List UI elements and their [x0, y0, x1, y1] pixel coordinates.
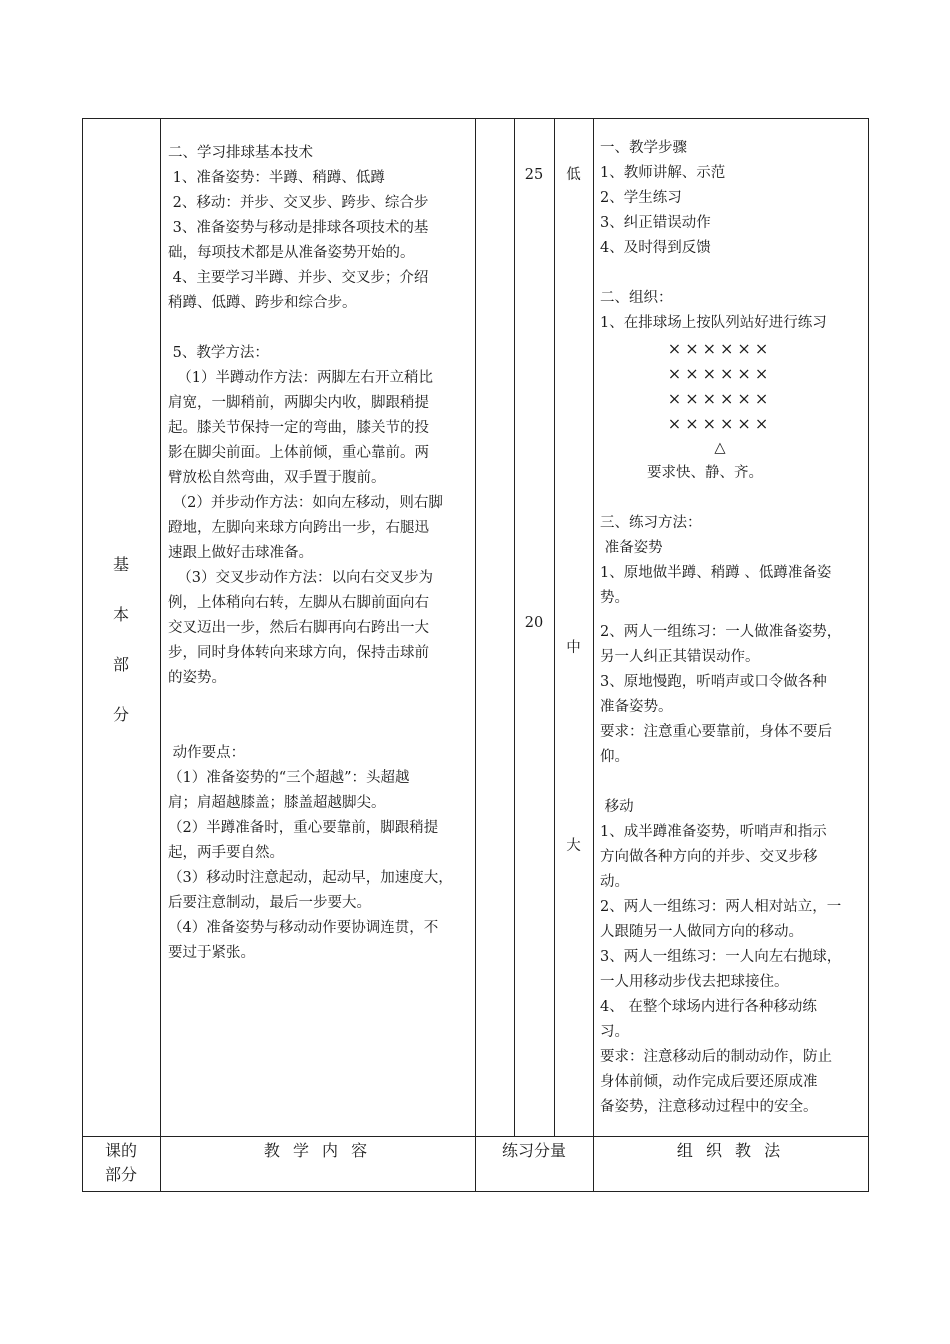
method-line: 3、原地慢跑，听哨声或口令做各种 [600, 674, 827, 690]
content-line: 速跟上做好击球准备。 [168, 545, 313, 561]
content-line: 3、准备姿势与移动是排球各项技术的基 [168, 220, 429, 236]
col-divider-5 [593, 118, 594, 1192]
method-line: 移动 [600, 799, 634, 815]
method-line: 1、原地做半蹲、稍蹲 、低蹲准备姿 [600, 565, 832, 581]
content-line: 1、准备姿势：半蹲、稍蹲、低蹲 [168, 170, 385, 186]
teaching-content [168, 141, 473, 966]
content-line: 肩；肩超越膝盖；膝盖超越脚尖。 [168, 795, 386, 811]
content-line [168, 691, 473, 716]
intensity-low: 低 [566, 167, 581, 183]
footer-method-header: 组 织 教 法 [676, 1141, 785, 1160]
method-line: 3、两人一组练习：一人向左右抛球， [600, 949, 842, 965]
content-line: （3）移动时注意起动，起动早，加速度大， [168, 870, 453, 886]
practice-time-1: 25 [524, 167, 544, 183]
method-line: 4、及时得到反馈 [600, 240, 711, 256]
content-line: 影在脚尖前面。上体前倾，重心靠前。两 [168, 445, 429, 461]
content-line: （1）半蹲动作方法：两脚左右开立稍比 [168, 370, 433, 386]
content-line: 础，每项技术都是从准备姿势开始的。 [168, 245, 415, 261]
method-organization-line: 1、在排球场上按队列站好进行练习 [600, 315, 827, 331]
method-line: 要求：注意移动后的制动动作，防止 [600, 1049, 832, 1065]
section-label-char: 基 [112, 555, 129, 574]
footer-section-line: 课的 [104, 1141, 137, 1160]
col-divider-2 [475, 118, 476, 1192]
method-line: 一人用移动步伐去把球接住。 [600, 974, 789, 990]
method-line: 势。 [600, 590, 629, 606]
formation-row: ×××××× [667, 339, 773, 358]
intensity-high: 大 [566, 838, 581, 854]
section-label [82, 540, 160, 740]
method-line: 1、成半蹲准备姿势，听哨声和指示 [600, 824, 827, 840]
content-line: （2）并步动作方法：如向左移动，则右脚 [168, 495, 443, 511]
content-line: 起，两手要自然。 [168, 845, 284, 861]
method-line: 准备姿势。 [600, 699, 673, 715]
content-line: 肩宽，一脚稍前，两脚尖内收，脚跟稍提 [168, 395, 429, 411]
method-teaching-steps [600, 136, 865, 261]
method-line: 三、练习方法： [600, 515, 702, 531]
section-label-char: 分 [112, 705, 129, 724]
footer-section-line: 部分 [104, 1165, 137, 1184]
content-line: 臂放松自然弯曲，双手置于腹前。 [168, 470, 386, 486]
content-line: 稍蹲、低蹲、跨步和综合步。 [168, 295, 357, 311]
footer-practice-header: 练习分量 [501, 1141, 566, 1160]
content-line: 步，同时身体转向来球方向，保持击球前 [168, 645, 429, 661]
practice-time-2: 20 [524, 615, 544, 631]
footer-section-header [82, 1139, 160, 1187]
content-line: 动作要点： [168, 745, 246, 761]
formation-row: ×××××× [667, 364, 773, 383]
content-line: 二、学习排球基本技术 [168, 145, 313, 161]
content-line: 交叉迈出一步，然后右脚再向右跨出一大 [168, 620, 429, 636]
method-line: 习。 [600, 1024, 629, 1040]
table-right-border [868, 118, 869, 1192]
content-line: 起。膝关节保持一定的弯曲，膝关节的投 [168, 420, 429, 436]
content-line: 要过于紧张。 [168, 945, 255, 961]
method-line: 1、教师讲解、示范 [600, 165, 726, 181]
section-label-char: 部 [112, 655, 129, 674]
content-line: （4）准备姿势与移动动作要协调连贯，不 [168, 920, 439, 936]
method-line: 身体前倾，动作完成后要还原成准 [600, 1074, 818, 1090]
method-line: 4、 在整个球场内进行各种移动练 [600, 999, 817, 1015]
content-line: （2）半蹲准备时，重心要靠前，脚跟稍提 [168, 820, 439, 836]
method-line: 2、学生练习 [600, 190, 682, 206]
method-line: 一、教学步骤 [600, 140, 687, 156]
intensity-mid: 中 [566, 640, 581, 656]
content-line: 后要注意制动，最后一步要大。 [168, 895, 371, 911]
method-line: 准备姿势 [600, 540, 663, 556]
method-line: 要求：注意重心要靠前，身体不要后 [600, 724, 832, 740]
teacher-mark: △ [714, 440, 726, 456]
section-label-char: 本 [112, 605, 129, 624]
content-line [168, 716, 473, 741]
content-line: 5、教学方法： [168, 345, 269, 361]
content-line: （1）准备姿势的“三个超越”：头超越 [168, 770, 410, 786]
content-line: 2、移动：并步、交叉步、跨步、综合步 [168, 195, 429, 211]
content-line: 的姿势。 [168, 670, 226, 686]
method-line: 另一人纠正其错误动作。 [600, 649, 760, 665]
formation-row: ×××××× [667, 414, 773, 433]
method-line: 方向做各种方向的并步、交叉步移 [600, 849, 818, 865]
method-line: 3、纠正错误动作 [600, 215, 711, 231]
method-line: 人跟随另一人做同方向的移动。 [600, 924, 803, 940]
method-organization-title: 二、组织： [600, 290, 673, 306]
method-line [600, 770, 865, 795]
content-line: 4、主要学习半蹲、并步、交叉步；介绍 [168, 270, 429, 286]
formation-diagram [600, 336, 840, 436]
method-line: 2、两人一组练习：两人相对站立，一 [600, 899, 842, 915]
method-line: 2、两人一组练习：一人做准备姿势， [600, 624, 842, 640]
content-line: 例，上体稍向右转，左脚从右脚前面向右 [168, 595, 429, 611]
method-line: 仰。 [600, 749, 629, 765]
formation-row: ×××××× [667, 389, 773, 408]
method-practice-prep [600, 511, 865, 611]
content-line: 蹬地，左脚向来球方向跨出一步，右腿迅 [168, 520, 429, 536]
content-line: （3）交叉步动作方法：以向右交叉步为 [168, 570, 433, 586]
formation-requirement: 要求快、静、齐。 [647, 465, 763, 481]
content-line [168, 316, 473, 341]
footer-content-header: 教 学 内 容 [263, 1141, 372, 1160]
col-divider-1 [160, 118, 161, 1192]
method-line: 备姿势，注意移动过程中的安全。 [600, 1099, 818, 1115]
method-practice-moves [600, 620, 865, 1120]
method-line: 动。 [600, 874, 629, 890]
col-divider-4 [554, 118, 555, 1136]
